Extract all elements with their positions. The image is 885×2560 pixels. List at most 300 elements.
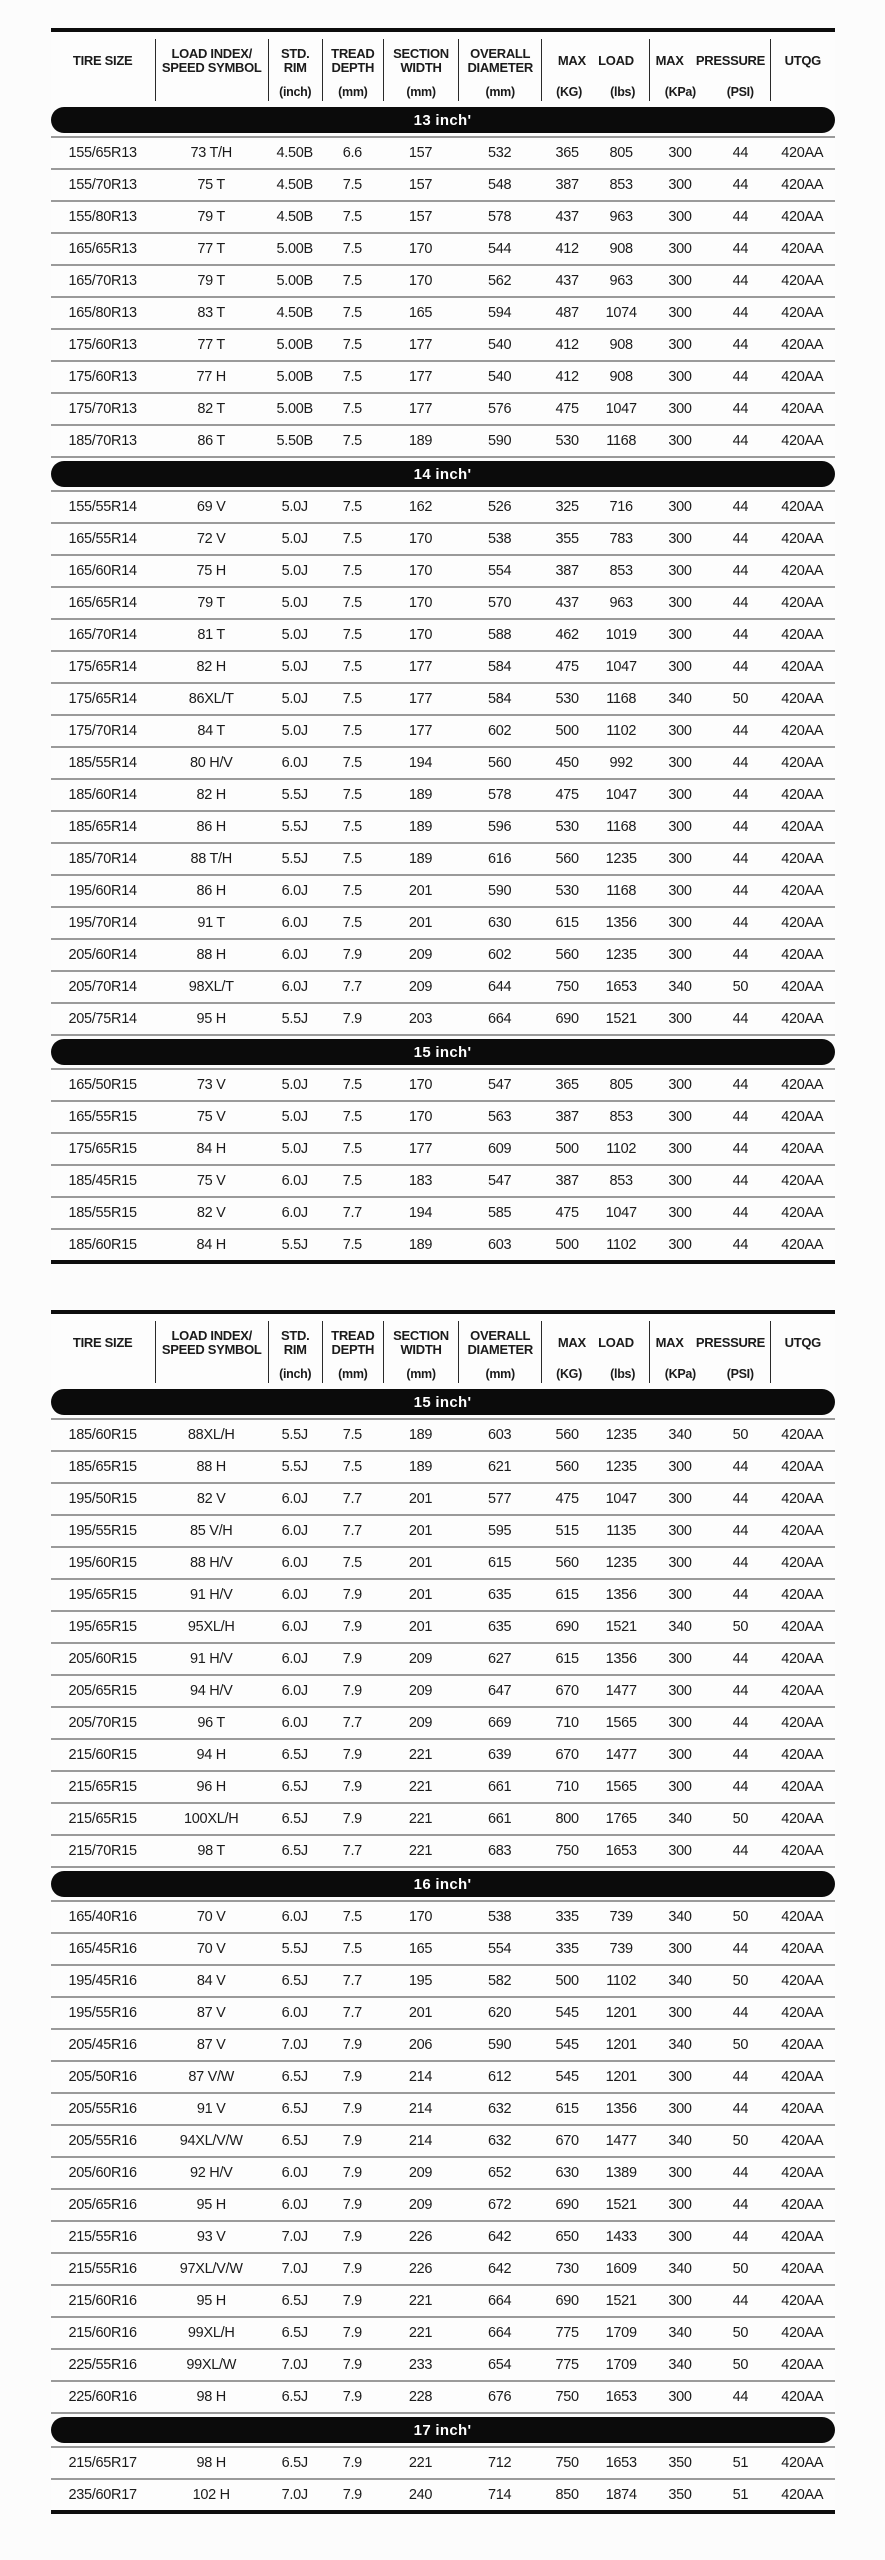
table-cell: 5.50B	[276, 433, 313, 449]
col-header-section-width	[383, 39, 458, 101]
table-cell: 420AA	[781, 499, 824, 515]
table-cell: 205/60R15	[68, 1651, 137, 1667]
table-cell: 88 T/H	[190, 851, 232, 867]
section-title: 15 inch'	[51, 1389, 835, 1415]
table-cell: 632	[488, 2101, 512, 2117]
col-label: STD.	[280, 46, 310, 61]
table-cell: 4.50B	[276, 177, 313, 193]
table-cell: 7.7	[342, 2005, 362, 2021]
table-cell: 6.0J	[281, 1173, 308, 1189]
table-cell: 7.5	[342, 1109, 362, 1125]
table-cell: 365	[555, 1077, 579, 1093]
table-cell: 70 V	[196, 1909, 226, 1925]
table-cell: 7.5	[342, 499, 362, 515]
table-cell: 340	[668, 2261, 692, 2277]
table-cell: 670	[555, 1683, 579, 1699]
table-cell: 585	[488, 1205, 512, 1221]
table-cell: 5.0J	[281, 627, 308, 643]
table-cell: 420AA	[781, 2101, 824, 2117]
table-cell: 75 V	[196, 1109, 226, 1125]
table-cell: 201	[408, 1587, 433, 1603]
table-cell: 195/55R16	[68, 2005, 137, 2021]
table-cell: 545	[555, 2005, 579, 2021]
table-cell: 75 V	[196, 1173, 226, 1189]
table-cell: 615	[555, 1651, 579, 1667]
table-cell: 500	[555, 1237, 579, 1253]
table-cell: 5.5J	[281, 851, 308, 867]
table-cell: 155/70R13	[68, 177, 137, 193]
table-cell: 98 T	[197, 1843, 225, 1859]
table-cell: 44	[732, 369, 749, 385]
table-cell: 6.0J	[281, 755, 308, 771]
table-cell: 644	[488, 979, 512, 995]
col-unit	[542, 83, 649, 101]
table-cell: 1709	[605, 2325, 637, 2341]
table-cell: 44	[732, 1205, 749, 1221]
table-cell: 963	[609, 273, 633, 289]
table-cell: 51	[732, 2455, 749, 2471]
table-cell: 215/60R15	[68, 1747, 137, 1763]
table-row	[51, 2480, 835, 2510]
table-cell: 165/45R16	[68, 1941, 137, 1957]
table-cell: 165/40R16	[68, 1909, 137, 1925]
table-cell: 300	[668, 2229, 692, 2245]
table-cell: 300	[668, 1683, 692, 1699]
table-cell: 7.5	[342, 369, 362, 385]
table-cell: 632	[488, 2133, 512, 2149]
table-cell: 1521	[605, 1011, 637, 1027]
table-cell: 44	[732, 1077, 749, 1093]
col-label: WIDTH	[400, 60, 442, 75]
table-cell: 44	[732, 1109, 749, 1125]
table-cell: 214	[408, 2133, 433, 2149]
table-cell: 340	[668, 2325, 692, 2341]
table-cell: 420AA	[781, 2389, 824, 2405]
table-cell: 7.0J	[281, 2357, 308, 2373]
table-cell: 170	[408, 273, 433, 289]
table-cell: 420AA	[781, 659, 824, 675]
table-cell: 44	[732, 1491, 749, 1507]
table-cell: 6.0J	[281, 979, 308, 995]
table-cell: 420AA	[781, 369, 824, 385]
table-cell: 209	[408, 2197, 433, 2213]
table-cell: 300	[668, 369, 692, 385]
table-cell: 99XL/H	[187, 2325, 235, 2341]
table-cell: 195/50R15	[68, 1491, 137, 1507]
table-cell: 420AA	[781, 1909, 824, 1925]
table-cell: 1565	[605, 1715, 637, 1731]
table-cell: 7.5	[342, 755, 362, 771]
table-cell: 690	[555, 2197, 579, 2213]
table-cell: 189	[408, 1459, 433, 1475]
table-cell: 7.5	[342, 883, 362, 899]
col-header-max-pressure	[649, 39, 770, 101]
table-cell: 545	[555, 2037, 579, 2053]
table-cell: 437	[555, 595, 579, 611]
table-cell: 7.9	[342, 1011, 362, 1027]
table-cell: 526	[488, 499, 512, 515]
table-cell: 209	[408, 1651, 433, 1667]
table-cell: 7.9	[342, 1651, 362, 1667]
table-cell: 44	[732, 1555, 749, 1571]
table-row	[51, 2062, 835, 2094]
table-cell: 420AA	[781, 241, 824, 257]
table-cell: 350	[668, 2455, 692, 2471]
table-cell: 547	[488, 1173, 512, 1189]
table-cell: 908	[609, 337, 633, 353]
table-cell: 5.0J	[281, 659, 308, 675]
col-unit-kg: (KG)	[556, 85, 582, 99]
table-cell: 91 T	[197, 915, 225, 931]
table-cell: 221	[408, 2455, 433, 2471]
table-cell: 195/60R15	[68, 1555, 137, 1571]
table-cell: 205/45R16	[68, 2037, 137, 2053]
table-cell: 540	[488, 369, 512, 385]
table-cell: 77 T	[197, 337, 225, 353]
table-cell: 340	[668, 2357, 692, 2373]
table-cell: 7.7	[342, 1715, 362, 1731]
table-cell: 44	[732, 273, 749, 289]
table-cell: 50	[732, 2357, 749, 2373]
table-cell: 98XL/T	[188, 979, 234, 995]
table-cell: 853	[609, 1109, 633, 1125]
table-cell: 340	[668, 1811, 692, 1827]
table-cell: 98 H	[196, 2455, 226, 2471]
table-cell: 189	[408, 851, 433, 867]
table-cell: 730	[555, 2261, 579, 2277]
table-cell: 1565	[605, 1779, 637, 1795]
table-cell: 5.0J	[281, 691, 308, 707]
table-cell: 1477	[605, 1747, 637, 1763]
table-cell: 300	[668, 2165, 692, 2181]
table-cell: 654	[488, 2357, 512, 2373]
table-row	[51, 1166, 835, 1198]
table-cell: 95 H	[196, 1011, 226, 1027]
table-cell: 1356	[605, 915, 637, 931]
table-cell: 44	[732, 595, 749, 611]
table-cell: 44	[732, 433, 749, 449]
table-cell: 44	[732, 1011, 749, 1027]
section-bar	[51, 104, 835, 138]
table-cell: 335	[555, 1941, 579, 1957]
table-cell: 6.0J	[281, 1651, 308, 1667]
table-cell: 475	[555, 659, 579, 675]
table-cell: 225/60R16	[68, 2389, 137, 2405]
table-row	[51, 1902, 835, 1934]
table-cell: 205/55R16	[68, 2101, 137, 2117]
table-cell: 5.0J	[281, 1077, 308, 1093]
table-cell: 532	[488, 145, 512, 161]
table-cell: 84 H	[196, 1141, 226, 1157]
section-bar	[51, 1386, 835, 1420]
table-row	[51, 556, 835, 588]
table-cell: 437	[555, 209, 579, 225]
table-cell: 70 V	[196, 1941, 226, 1957]
table-cell: 420AA	[781, 2037, 824, 2053]
table-row	[51, 2448, 835, 2480]
col-unit	[542, 1365, 649, 1383]
table-cell: 710	[555, 1715, 579, 1731]
table-cell: 300	[668, 145, 692, 161]
table-cell: 84 T	[197, 723, 225, 739]
table-cell: 420AA	[781, 2293, 824, 2309]
table-cell: 87 V/W	[188, 2069, 235, 2085]
table-cell: 1102	[606, 1237, 637, 1253]
table-cell: 6.5J	[281, 2069, 308, 2085]
table-cell: 6.0J	[281, 1587, 308, 1603]
table-cell: 50	[732, 2037, 749, 2053]
col-unit-lbs: (lbs)	[610, 85, 636, 99]
table-cell: 94XL/V/W	[179, 2133, 243, 2149]
table-cell: 340	[668, 979, 692, 995]
table-cell: 201	[408, 915, 433, 931]
table-cell: 300	[668, 2101, 692, 2117]
table-row	[51, 1998, 835, 2030]
table-cell: 676	[488, 2389, 512, 2405]
table-cell: 992	[609, 755, 633, 771]
table-cell: 83 T	[197, 305, 225, 321]
table-cell: 44	[732, 1237, 749, 1253]
table-cell: 7.9	[342, 2037, 362, 2053]
table-cell: 639	[488, 1747, 512, 1763]
table-cell: 209	[408, 947, 433, 963]
table-cell: 420AA	[781, 1141, 824, 1157]
table-cell: 420AA	[781, 979, 824, 995]
table-cell: 562	[488, 273, 512, 289]
table-cell: 1201	[605, 2069, 637, 2085]
table-cell: 95 H	[196, 2197, 226, 2213]
table-cell: 560	[555, 851, 579, 867]
table-cell: 170	[408, 627, 433, 643]
table-cell: 5.5J	[281, 1459, 308, 1475]
table-cell: 412	[555, 241, 579, 257]
table-cell: 5.00B	[276, 273, 313, 289]
table-cell: 853	[609, 177, 633, 193]
table-cell: 420AA	[781, 401, 824, 417]
table-cell: 420AA	[781, 819, 824, 835]
table-cell: 6.5J	[281, 1843, 308, 1859]
table-cell: 412	[555, 369, 579, 385]
table-cell: 44	[732, 1747, 749, 1763]
table-cell: 437	[555, 273, 579, 289]
table-cell: 540	[488, 337, 512, 353]
table-cell: 908	[609, 241, 633, 257]
table-cell: 1135	[606, 1523, 637, 1539]
table-cell: 340	[668, 1427, 692, 1443]
table-row	[51, 876, 835, 908]
table-cell: 7.5	[342, 177, 362, 193]
table-cell: 44	[732, 401, 749, 417]
table-cell: 420AA	[781, 1941, 824, 1957]
table-cell: 1874	[605, 2487, 637, 2503]
table-cell: 162	[408, 499, 433, 515]
table-cell: 300	[668, 1747, 692, 1763]
table-cell: 300	[668, 2069, 692, 2085]
table-row	[51, 492, 835, 524]
table-cell: 690	[555, 1011, 579, 1027]
table-cell: 420AA	[781, 1715, 824, 1731]
table-cell: 44	[732, 2165, 749, 2181]
table-cell: 387	[555, 563, 579, 579]
col-unit: (mm)	[338, 85, 368, 99]
table-row	[51, 1580, 835, 1612]
col-header-overall-diameter	[458, 1321, 541, 1383]
table-cell: 420AA	[781, 1843, 824, 1859]
table-row	[51, 1230, 835, 1260]
table-cell: 7.5	[342, 1555, 362, 1571]
table-cell: 515	[555, 1523, 579, 1539]
table-row	[51, 972, 835, 1004]
table-cell: 963	[609, 209, 633, 225]
table-cell: 44	[732, 1523, 749, 1539]
table-cell: 7.5	[342, 563, 362, 579]
table-cell: 6.5J	[281, 2293, 308, 2309]
table-cell: 44	[732, 627, 749, 643]
table-cell: 420AA	[781, 1205, 824, 1221]
table-cell: 5.00B	[276, 401, 313, 417]
table-cell: 189	[408, 787, 433, 803]
table-cell: 170	[408, 1909, 433, 1925]
table-cell: 6.0J	[281, 1205, 308, 1221]
table-cell: 7.5	[342, 659, 362, 675]
table-cell: 669	[488, 1715, 512, 1731]
table-cell: 420AA	[781, 2133, 824, 2149]
table-cell: 209	[408, 1715, 433, 1731]
table-cell: 44	[732, 2101, 749, 2117]
table-cell: 712	[488, 2455, 512, 2471]
table-row	[51, 266, 835, 298]
table-cell: 170	[408, 241, 433, 257]
col-label: SECTION	[393, 1328, 449, 1343]
table-cell: 86 H	[196, 883, 226, 899]
table-header	[51, 32, 835, 104]
table-cell: 221	[408, 1811, 433, 1827]
col-unit-lbs: (lbs)	[610, 1367, 636, 1381]
table-cell: 5.0J	[281, 723, 308, 739]
table-cell: 475	[555, 401, 579, 417]
table-cell: 420AA	[781, 2261, 824, 2277]
table-cell: 6.5J	[281, 1973, 308, 1989]
table-cell: 195/55R15	[68, 1523, 137, 1539]
table-cell: 530	[555, 433, 579, 449]
table-cell: 7.5	[342, 273, 362, 289]
table-cell: 7.9	[342, 1619, 362, 1635]
table-cell: 1609	[605, 2261, 637, 2277]
table-row	[51, 588, 835, 620]
table-cell: 95XL/H	[187, 1619, 235, 1635]
table-cell: 420AA	[781, 1747, 824, 1763]
table-cell: 1047	[605, 659, 637, 675]
col-header-std-rim	[268, 39, 322, 101]
table-cell: 615	[555, 915, 579, 931]
table-cell: 50	[732, 1811, 749, 1827]
col-header-max-load	[541, 39, 649, 101]
table-cell: 215/55R16	[68, 2261, 137, 2277]
table-cell: 205/75R14	[68, 1011, 137, 1027]
col-unit: (mm)	[406, 1367, 436, 1381]
table-cell: 4.50B	[276, 305, 313, 321]
table-cell: 77 T	[197, 241, 225, 257]
table-cell: 1477	[605, 1683, 637, 1699]
table-cell: 93 V	[196, 2229, 226, 2245]
table-cell: 661	[488, 1779, 512, 1795]
table-cell: 195/65R15	[68, 1587, 137, 1603]
table-cell: 5.00B	[276, 337, 313, 353]
table-cell: 650	[555, 2229, 579, 2245]
table-cell: 195/60R14	[68, 883, 137, 899]
table-cell: 387	[555, 177, 579, 193]
col-label: MAX PRESSURE	[655, 1335, 765, 1350]
table-cell: 300	[668, 819, 692, 835]
table-cell: 690	[555, 2293, 579, 2309]
table-cell: 500	[555, 723, 579, 739]
table-cell: 1235	[605, 1427, 637, 1443]
table-cell: 300	[668, 1555, 692, 1571]
table-cell: 420AA	[781, 1651, 824, 1667]
table-cell: 209	[408, 1683, 433, 1699]
table-cell: 420AA	[781, 433, 824, 449]
table-cell: 221	[408, 1747, 433, 1763]
col-header-overall-diameter	[458, 39, 541, 101]
table-cell: 7.9	[342, 2389, 362, 2405]
table-cell: 547	[488, 1077, 512, 1093]
table-cell: 1709	[605, 2357, 637, 2373]
table-cell: 73 T/H	[190, 145, 232, 161]
table-cell: 300	[668, 1173, 692, 1189]
table-cell: 1047	[605, 1491, 637, 1507]
table-cell: 7.9	[342, 1683, 362, 1699]
table-cell: 560	[555, 947, 579, 963]
table-cell: 1074	[605, 305, 637, 321]
table-cell: 170	[408, 1109, 433, 1125]
table-cell: 6.0J	[281, 1555, 308, 1571]
table-cell: 710	[555, 1779, 579, 1795]
table-cell: 7.9	[342, 2357, 362, 2373]
table-cell: 300	[668, 273, 692, 289]
table-cell: 7.5	[342, 1427, 362, 1443]
table-cell: 300	[668, 851, 692, 867]
table-cell: 420AA	[781, 1173, 824, 1189]
table-cell: 205/55R16	[68, 2133, 137, 2149]
col-label: WIDTH	[400, 1342, 442, 1357]
table-cell: 44	[732, 2389, 749, 2405]
table-cell: 175/65R14	[68, 691, 137, 707]
table-cell: 500	[555, 1973, 579, 1989]
table-cell: 1235	[605, 851, 637, 867]
table-cell: 44	[732, 2005, 749, 2021]
col-header-tire-size	[51, 1321, 155, 1383]
table-cell: 420AA	[781, 1555, 824, 1571]
col-unit: (mm)	[485, 85, 515, 99]
table-cell: 420AA	[781, 563, 824, 579]
table-cell: 205/60R16	[68, 2165, 137, 2181]
table-cell: 1047	[605, 401, 637, 417]
table-cell: 44	[732, 2293, 749, 2309]
table-cell: 1356	[605, 1651, 637, 1667]
table-cell: 739	[609, 1941, 633, 1957]
table-cell: 7.5	[342, 915, 362, 931]
table-cell: 554	[488, 563, 512, 579]
table-cell: 300	[668, 433, 692, 449]
table-cell: 221	[408, 1843, 433, 1859]
table-cell: 175/60R13	[68, 337, 137, 353]
col-unit	[771, 1365, 834, 1383]
table-cell: 175/65R15	[68, 1141, 137, 1157]
table-cell: 221	[408, 2325, 433, 2341]
col-label: UTQG	[784, 1335, 821, 1350]
table-cell: 6.0J	[281, 2165, 308, 2181]
table-cell: 177	[408, 1141, 433, 1157]
